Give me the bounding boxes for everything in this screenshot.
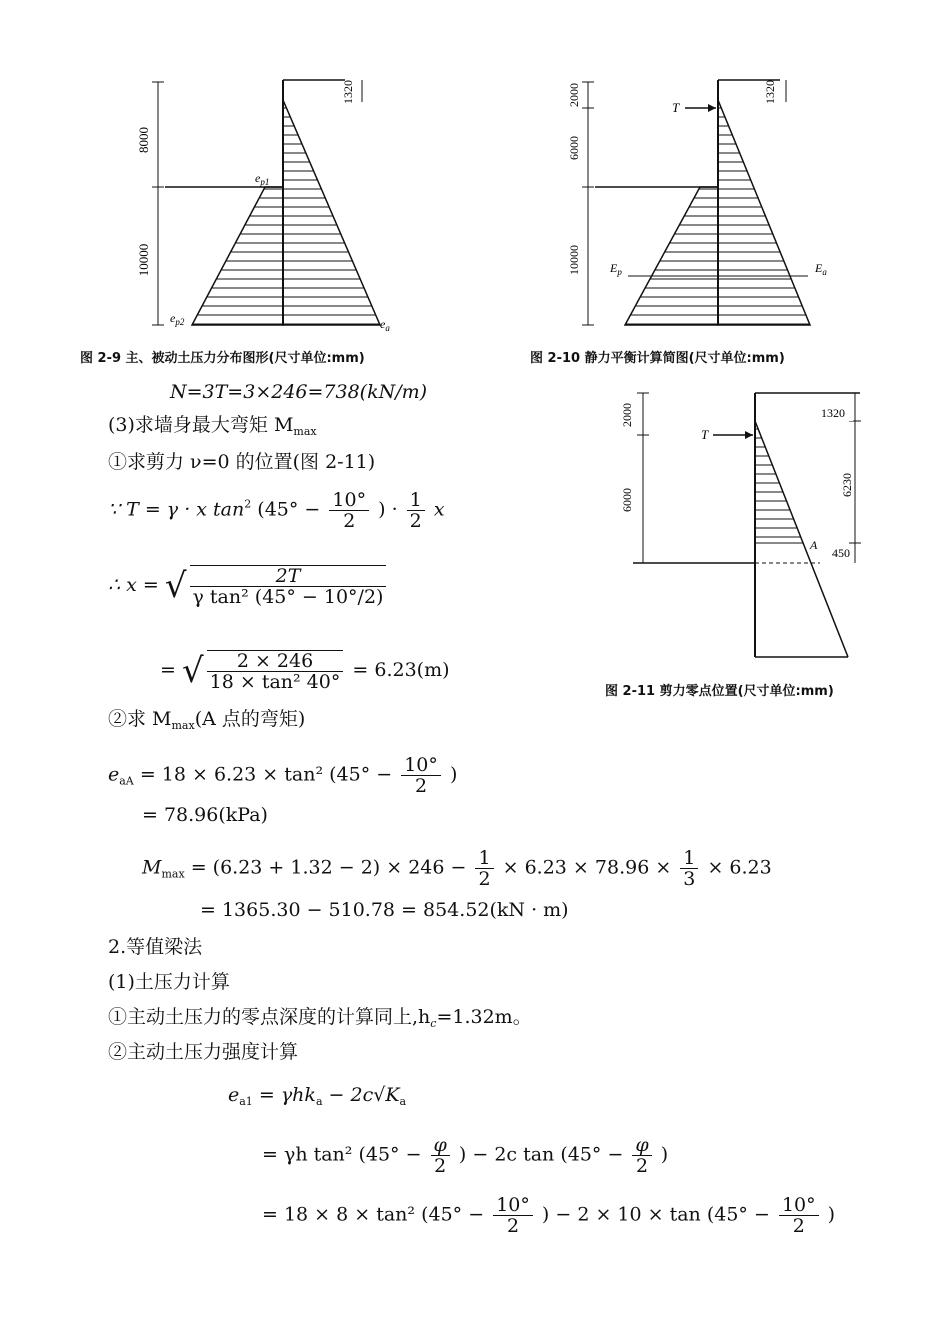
dim-1320: 1320: [763, 80, 777, 104]
caption-fig-2-11: 图 2-11 剪力零点位置(尺寸单位:mm): [605, 684, 834, 699]
caption-fig-2-9: 图 2-9 主、被动土压力分布图形(尺寸单位:mm): [80, 351, 365, 366]
label-T: T: [672, 100, 680, 115]
dim-1320: 1320: [341, 80, 355, 104]
label-ea: $e_a$: [380, 317, 390, 333]
eq-ea1-expand: = γh tan² (45° − $\frac{\varphi}{2}$ ) − 2c tan (45° − $\frac{\varphi}{2}$ ): [262, 1134, 669, 1177]
eq-eaA: $e_{aA} = 18 \times 6.23 \times \tan^2$ (45° − $\frac{10^\circ}{2}$ ): [108, 754, 458, 797]
dim-10000: 10000: [567, 245, 581, 275]
step-3-heading: (3)求墙身最大弯矩 $M_{max}$: [108, 414, 317, 438]
figure-2-11: [615, 385, 875, 665]
dim-6230: 6230: [840, 473, 854, 497]
dim-2000: 2000: [620, 403, 634, 427]
eq-x: ∴ x = √ $\frac{2T}{\text{γ tan² (45° − 10°/2)}}$: [108, 565, 389, 607]
step-mmax: ②求 $M_{max}(A$ 点的弯矩): [108, 708, 306, 732]
eq-mmax-value: = 1365.30 − 510.78 = 854.52(kN · m): [200, 899, 569, 921]
eq-N: N=3T=3×246=738(kN/m): [170, 381, 428, 403]
figure-2-9: [130, 70, 410, 335]
figure-2-10: [560, 70, 850, 335]
eq-ea1: $e_{a1} = \gamma hk_a - 2c√K_a$: [228, 1084, 407, 1108]
eq-eaA-value: = 78.96(kPa): [142, 804, 268, 826]
step-zero-depth: ①主动土压力的零点深度的计算同上$,h_c=1.32m$。: [108, 1006, 532, 1030]
step-shear-zero: ①求剪力 ν=0 的位置(图 2-11): [108, 451, 376, 473]
dim-8000: 8000: [136, 127, 151, 153]
label-ep1: $e_{p1}$: [255, 171, 270, 187]
step-intensity: ②主动土压力强度计算: [108, 1041, 299, 1063]
eq-ea1-numeric: = 18 × 8 × tan² (45° − $\frac{10^\circ}{2}$ ) − 2 × 10 × tan (45° − $\frac{10^\circ}{2}$ ): [262, 1194, 836, 1237]
dim-6000: 6000: [567, 136, 581, 160]
label-Ea: $E_a$: [815, 261, 827, 277]
dim-6000: 6000: [620, 488, 634, 512]
dim-450: 450: [832, 546, 850, 560]
eq-T: ∵ T = γ · x $\tan^2 (45^\circ$ − $\frac{10^\circ}{2}$ ) · $\frac{1}{2}$ x: [108, 489, 445, 532]
eq-mmax: $M_{max} = (6.23 + 1.32 - 2) \times 246$ − $\frac{1}{2}$ × 6.23 × 78.96 × $\frac{1}{3}$ × 6.23: [142, 847, 772, 890]
section-2-heading: 2.等值梁法: [108, 936, 203, 958]
label-ep2: $e_{p2}$: [170, 311, 185, 327]
dim-10000: 10000: [136, 243, 151, 277]
label-Ep: $E_p$: [610, 261, 622, 277]
dim-1320: 1320: [821, 406, 845, 420]
eq-x-value: = √ $\frac{2 \times 246}{\text{18 × tan² 40°}}$ = 6.23(m): [160, 650, 450, 693]
label-A: A: [810, 538, 818, 552]
step-earth-pressure: (1)土压力计算: [108, 971, 230, 993]
label-T: T: [701, 427, 709, 442]
dim-2000: 2000: [567, 83, 581, 107]
caption-fig-2-10: 图 2-10 静力平衡计算简图(尺寸单位:mm): [530, 351, 785, 366]
